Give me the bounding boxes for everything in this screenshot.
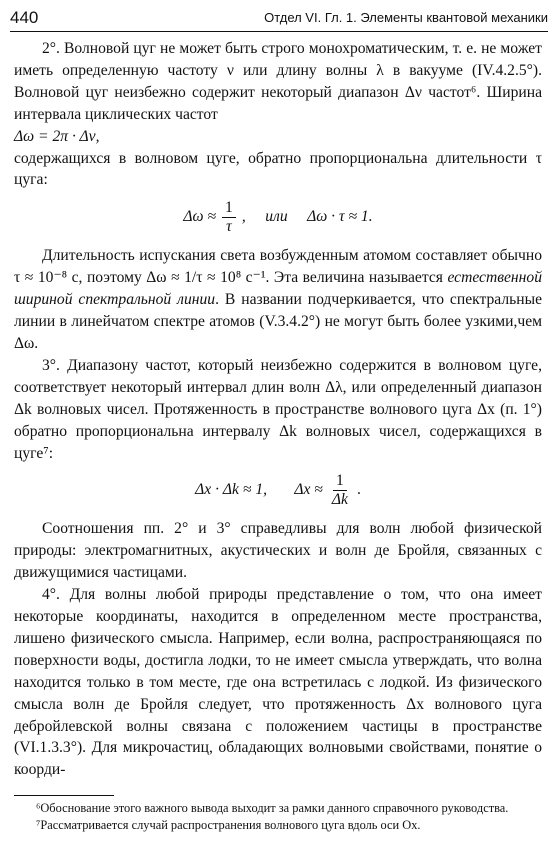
eq3-tail: .: [356, 481, 361, 499]
page-body: [14, 38, 542, 781]
eq3-denominator: Δk: [331, 490, 348, 508]
footnote-7: ⁷Рассматривается случай распространения волнового цуга вдоль оси Ox.: [36, 818, 421, 832]
eq2-denominator: τ: [226, 217, 232, 235]
p2c-emphasis: естественной шириной спектральной линии: [14, 269, 542, 309]
eq3-left: Δx · Δk ≈ 1, Δx ≈: [195, 481, 323, 499]
header-rule: [10, 31, 548, 32]
eq3-numerator: 1: [333, 472, 347, 491]
paragraph-2-natural-width: [14, 245, 542, 355]
eq2-fraction: [222, 199, 236, 236]
p2c-text-1: Длительность испускания света возбужденным атомом составляет обычно τ ≈ 10⁻⁸ с, поэтому Δω ≈ 1/τ ≈ 10⁸ с⁻¹. Эта величина называется: [14, 247, 542, 287]
paragraph-4: 4°. Для волны любой природы представление о том, что она имеет некоторые координаты, находится в определенном месте пространства, лишено физического смысла. Например, если волна, распространяющаяся по поверхности воды, достигла лодки, то не имеет смысла утверждать, что волна находится только в том месте, где она встретилась с лодкой. Из физического смысла волн де Бройля следует, что протяженность Δx волнового цуга дебройлевской волны связана с положением частицы в пространстве (VI.1.3.3°). Для микрочастиц, обладающих волновыми свойствами, понятие о коорди-: [14, 586, 542, 779]
running-header: [10, 8, 548, 30]
eq2-right: , или Δω · τ ≈ 1.: [241, 208, 373, 226]
paragraph-3-intro: 3°. Диапазону частот, который неизбежно содержится в волновом цуге, соответствует некоторый интервал длин волн Δλ, или определенный диапазон Δk волновых чисел. Протяженность в пространстве волнового цуга Δx (п. 1°) обратно пропорциональна интервалу Δk волновых чисел, содержащихся в цуге⁷:: [14, 356, 542, 462]
footnote-6: ⁶Обоснование этого важного вывода выходит за рамки данного справочного руководства.: [36, 801, 509, 815]
equation-wave-train-length: [14, 468, 542, 512]
equation-inverse-duration: [14, 195, 542, 239]
eq2-numerator: 1: [222, 199, 236, 218]
running-title: Отдел VI. Гл. 1. Элементы квантовой механики: [264, 10, 548, 25]
footnotes: [14, 800, 542, 834]
equation-delta-omega: Δω = 2π · Δν,: [14, 127, 100, 145]
footnote-separator: [14, 795, 114, 796]
p2c-text-2: . В названии подчеркивается, что спектральные линии в линейчатом спектре атомов (V.3.4.2°) не могут быть более узкими,чем Δω.: [14, 291, 542, 352]
paragraph-3-conclusion: Соотношения пп. 2° и 3° справедливы для волн любой физической природы: электромагнитных, акустических и волн де Бройля, связанных с движущимися частицами.: [14, 520, 542, 582]
page-number: 440: [10, 8, 39, 27]
paragraph-2-duration: содержащихся в волновом цуге, обратно пропорциональна длительности τ цуга:: [14, 149, 542, 189]
eq2-left: Δω ≈: [183, 208, 217, 226]
eq3-fraction: [329, 472, 351, 509]
paragraph-2-intro: 2°. Волновой цуг не может быть строго монохроматическим, т. е. не может иметь определенную частоту ν или длину волны λ в вакууме (IV.4.2.5°). Волновой цуг неизбежно содержит некоторый диапазон Δν частот⁶. Ширина интервала циклических частот: [14, 40, 542, 123]
